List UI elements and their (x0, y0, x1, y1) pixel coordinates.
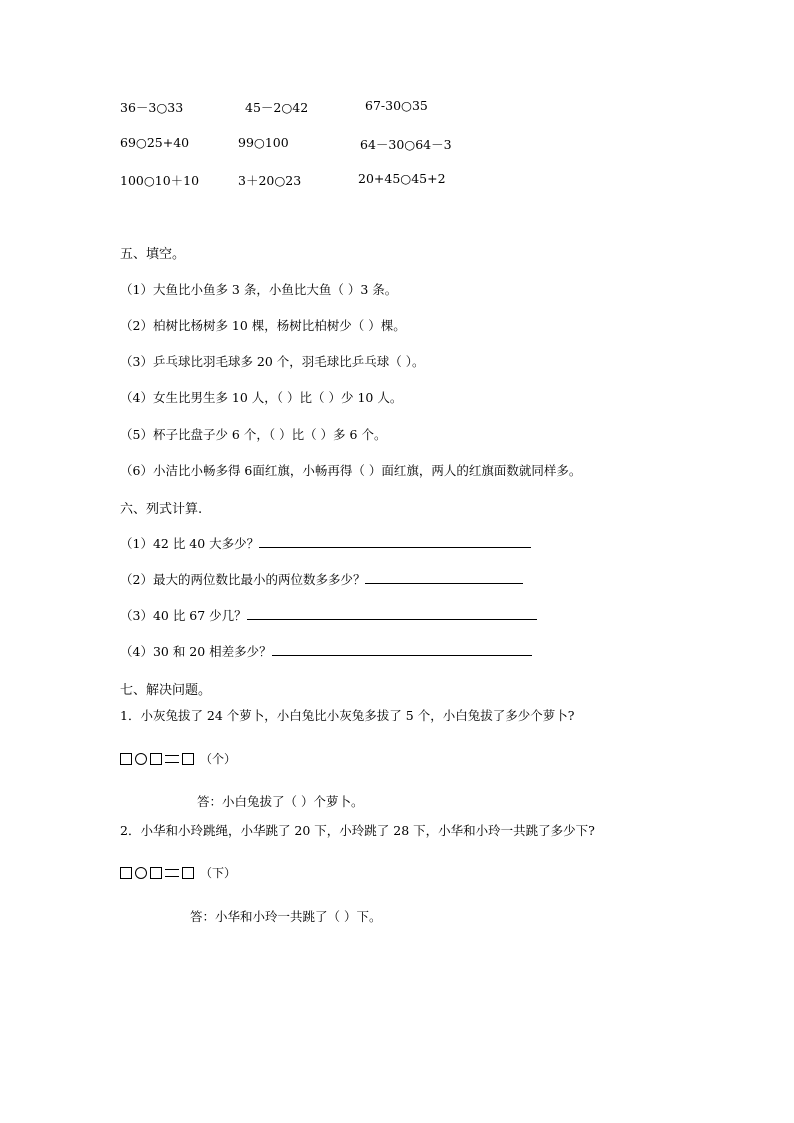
comparison-item: 100○10＋10 (120, 173, 200, 188)
problem-question: 2．小华和小玲跳绳，小华跳了 20 下，小玲跳了 28 下，小华和小玲一共跳了多少下? (120, 823, 595, 838)
number-box[interactable] (150, 867, 162, 879)
unit-label: （下） (200, 866, 237, 880)
fill-item: （4）女生比男生多 10 人，（ ）比（ ）少 10 人。 (120, 390, 403, 405)
fill-item: （6）小洁比小畅多得 6面红旗，小畅再得（ ）面红旗，两人的红旗面数就同样多。 (120, 463, 582, 478)
equals-sign (165, 755, 179, 763)
comparison-item: 20+45○45+2 (358, 171, 446, 186)
answer-sentence: 答：小白兔拔了（ ）个萝卜。 (197, 794, 364, 809)
number-box[interactable] (120, 867, 132, 879)
fill-item: （5）杯子比盘子少 6 个，（ ）比（ ）多 6 个。 (120, 427, 387, 442)
calc-item (120, 570, 523, 588)
comparison-item: 36－3○33 (120, 100, 184, 115)
comparison-item: 67-30○35 (365, 98, 428, 113)
calc-question: （2）最大的两位数比最小的两位数多多少？ (120, 572, 366, 587)
fill-item: （2）柏树比杨树多 10 棵，杨树比柏树少（ ）棵。 (120, 318, 406, 333)
number-box[interactable] (120, 753, 132, 765)
fill-item: （3）乒乓球比羽毛球多 20 个，羽毛球比乒乓球（ ）。 (120, 354, 425, 369)
number-box[interactable] (150, 753, 162, 765)
problem-question: 1．小灰兔拔了 24 个萝卜，小白兔比小灰兔多拔了 5 个，小白兔拔了多少个萝卜? (120, 708, 575, 723)
comparison-item: 69○25+40 (120, 135, 190, 150)
equation-boxes (120, 750, 236, 767)
number-box[interactable] (182, 867, 194, 879)
number-box[interactable] (182, 753, 194, 765)
section-title: 六、列式计算. (120, 502, 203, 517)
calc-item (120, 606, 537, 624)
fill-item: （1）大鱼比小鱼多 3 条，小鱼比大鱼（ ）3 条。 (120, 282, 398, 297)
equation-boxes (120, 864, 236, 881)
unit-label: （个） (200, 752, 237, 766)
answer-line[interactable] (259, 535, 531, 548)
calc-question: （1）42 比 40 大多少？ (120, 536, 260, 551)
comparison-item: 45－2○42 (245, 100, 309, 115)
answer-line[interactable] (247, 607, 537, 620)
calc-question: （4）30 和 20 相差多少？ (120, 644, 272, 659)
calc-item (120, 642, 532, 660)
answer-line[interactable] (365, 571, 523, 584)
calc-item (120, 534, 531, 552)
comparison-item: 64－30○64－3 (360, 137, 452, 152)
operator-circle[interactable] (135, 867, 147, 879)
calc-question: （3）40 比 67 少几？ (120, 608, 247, 623)
section-title: 七、解决问题。 (120, 683, 212, 698)
answer-sentence: 答：小华和小玲一共跳了（ ）下。 (190, 909, 382, 924)
answer-line[interactable] (272, 643, 532, 656)
equals-sign (165, 869, 179, 877)
comparison-item: 3＋20○23 (238, 173, 302, 188)
comparison-item: 99○100 (238, 135, 289, 150)
section-title: 五、填空。 (120, 247, 186, 262)
operator-circle[interactable] (135, 753, 147, 765)
